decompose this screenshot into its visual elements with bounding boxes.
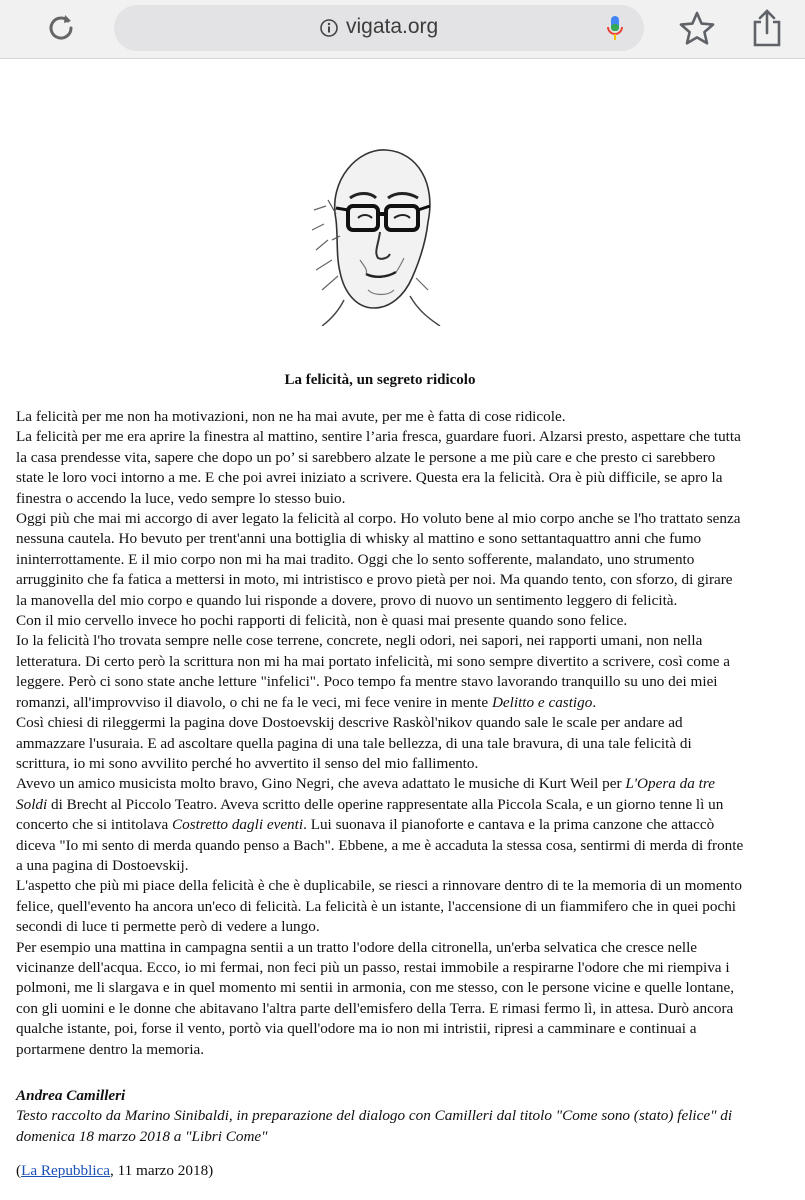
paragraph [16,774,744,876]
reload-icon[interactable] [44,11,78,45]
work-title: L'Opera da tre Soldi [16,775,715,813]
paragraph-text: Io la felicità l'ho trovata sempre nelle cose terrene, concrete, negli odori, nei sapori, nei rapporti umani, non nella letteratura. Di certo però la scrittura non mi ha mai portato infelicità, mi sono sempre divertito a scrivere, così come a leggere. Però ci sono state anche letture "infelici". Poco tempo fa mentre stavo lavorando tranquillo su uno dei miei romanzi, all'improvviso il diavolo, o chi ne fa le veci, mi fece venire in mente [16,632,730,711]
info-icon[interactable] [319,18,339,38]
paragraph-text: . [592,693,597,711]
share-icon[interactable] [750,8,784,48]
book-title: Delitto e castigo [491,693,593,711]
paragraph: Per esempio una mattina in campagna sentii a un tratto l'odore della citronella, un'erba selvatica che cresce nelle vicinanze dell'acqua. Ecco, io mi fermai, non feci più un passo, restai immobile a respirarne l'odore che mi riempiva i polmoni, me li slargava e in quel momento mi sentii in armonia, con me stesso, con le persone vicine e quelle lontane, con gli uomini e le donne che abitavano l'altra parte dell'emisfero della Terra. E rimasi fermo lì, in attesa. Durò ancora qualche istante, poi, forse il vento, portò via quell'odore ma io non mi intristii, ripresi a camminare e continuai a portarmene dentro la memoria. [16,938,734,1058]
paragraph: La felicità per me non ha motivazioni, non ne ha mai avute, per me è fatta di cose ridicole. [16,408,566,425]
credit-text: Testo raccolto da Marino Sinibaldi, in preparazione del dialogo con Camilleri dal titolo "Come sono (stato) felice" di domenica 18 marzo 2018 a "Libri Come" [16,1107,733,1145]
paragraph: La felicità per me era aprire la finestra al mattino, sentire l’aria fresca, guardare fuori. Alzarsi presto, aspettare che tutta la casa prendesse vita, sapere che dopo un po’ si sarebbero alzate le persone a me più care e che presto ci sarebbero state le loro voci intorno a me. E che poi avrei iniziato a scrivere. Questa era la felicità. Ora è più difficile, se apro la finestra o accendo la luce, vedo sempre lo stesso buio. [16,428,741,507]
star-icon[interactable] [678,10,716,46]
paragraph-text: . Lui suonava il pianoforte e cantava e la prima canzone che attaccò diceva "Io mi sento di merda quando penso a Bach". Ebbene, a me è accaduta la stessa cosa, sentirmi di merda di fronte a una pagina di Dostoevskij. [16,816,744,874]
paragraph: L'aspetto che più mi piace della felicità è che è duplicabile, se riesci a rinnovare dentro di te la memoria di un momento felice, quell'evento ha ancora un'eco di felicità. La felicità è un istante, l'accensione di un fiammifero che in quei pochi secondi di luce ti permette però di vedere a lungo. [16,877,742,936]
paragraph-text: di Brecht al Piccolo Teatro. Aveva scritto delle operine rappresentate alla Piccola Scala, e un giorno tenne lì un concerto che si intitolava [16,795,724,834]
paragraph [16,631,744,713]
signature-block [16,1086,744,1147]
concert-title: Costretto dagli eventi [172,816,304,834]
paragraph: Così chiesi di rileggermi la pagina dove Dostoevskij descrive Raskòl'nikov quando sale le scale per andare ad ammazzare l'usuraia. E ad ascoltare quella pagina di una tale bellezza, di una tale bravura, di una tale felicità di scrittura, io mi sono avvilito perché ho avvertito il senso del mio fallimento. [16,714,692,772]
author-portrait-illustration [308,140,446,326]
paragraph: Con il mio cervello invece ho pochi rapporti di felicità, non è quasi mai presente quando sono felice. [16,612,628,630]
paragraph-text: Avevo un amico musicista molto bravo, Gino Negri, che aveva adattato le musiche di Kurt Weil per [16,775,626,793]
browser-toolbar [0,0,805,59]
url-text[interactable]: vigata.org [346,15,439,38]
mic-icon[interactable] [605,15,625,43]
source-line [16,1162,213,1180]
source-link[interactable]: La Repubblica [21,1162,111,1179]
source-date: , 11 marzo 2018) [110,1162,214,1179]
address-bar[interactable] [114,5,644,51]
paragraph: Oggi più che mai mi accorgo di aver legato la felicità al corpo. Ho voluto bene al mio corpo anche se l'ho trattato senza nessuna cautela. Ho bevuto per trent'anni una bottiglia di whisky al mattino e sono settantaquattro anni che fumo ininterrottamente. E il mio corpo non mi ha mai tradito. Oggi che lo sento sofferente, malandato, uno strumento arrugginito che fa fatica a mettersi in moto, mi intristisco e provo pietà per noi. Ma quando tento, con sforzo, di girare la manovella del mio corpo e quando lui risponde a dovere, provo di nuovo un sentimento leggero di felicità. [16,510,741,609]
article-body [16,407,744,1060]
source-paren: ( [16,1162,22,1179]
article-title: La felicità, un segreto ridicolo [284,372,476,388]
author-name: Andrea Camilleri [16,1087,126,1104]
